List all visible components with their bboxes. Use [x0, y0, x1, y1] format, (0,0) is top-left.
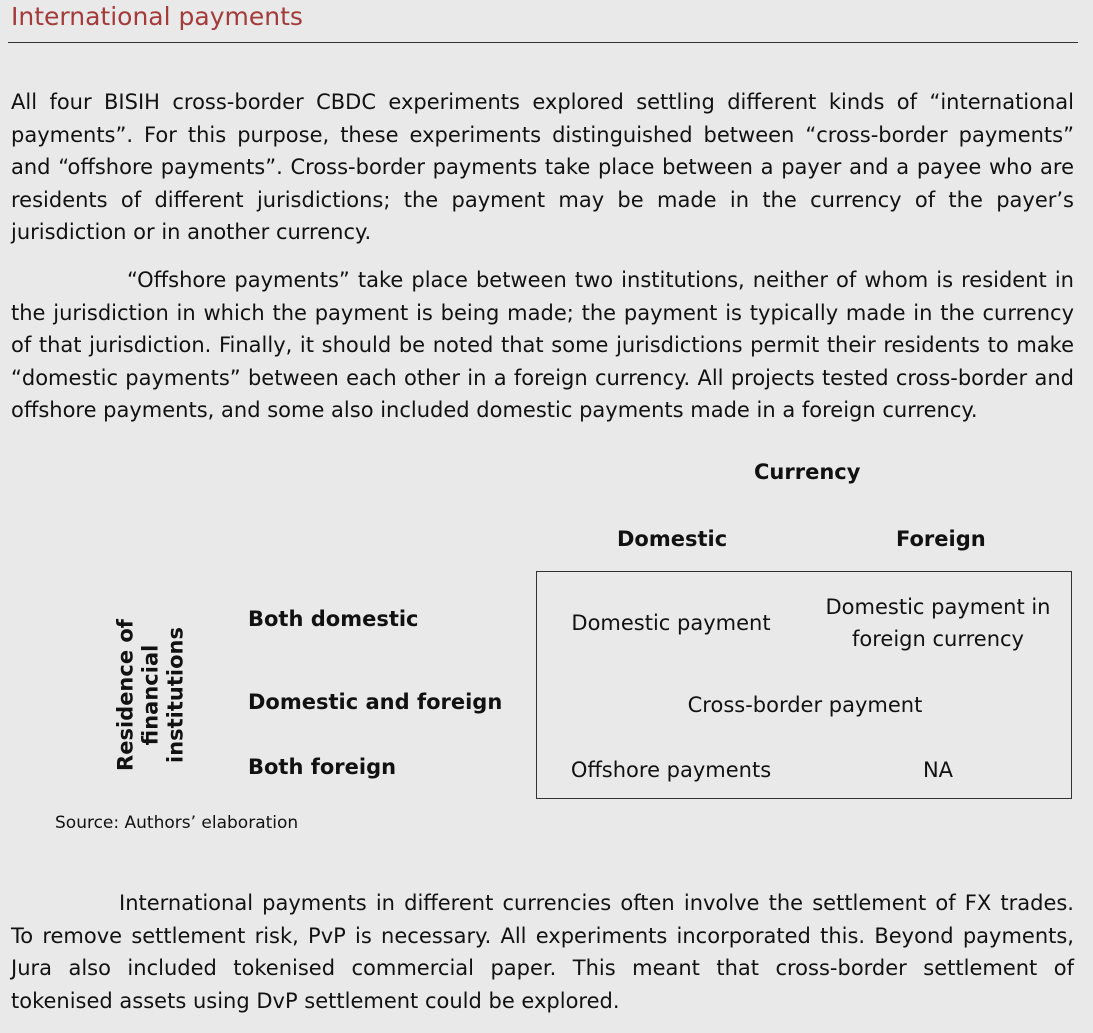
cell-offshore-payments: Offshore payments: [570, 758, 772, 782]
paragraph-intro: All four BISIH cross-border CBDC experiments explored settling different kinds of “international payments”. For this purpose, these experiments distinguished between “cross-border payments” and “offshore payments”. Cross-border payments take place between a payer and a payee who are residents of different jurisdictions; the payment may be made in the currency of the payer’s jurisdiction or in another currency.: [11, 90, 1074, 245]
cell-domestic-payment: Domestic payment: [571, 611, 771, 635]
cell-domestic-payment-foreign-currency: Domestic payment in foreign currency: [825, 595, 1051, 651]
column-header-foreign: Foreign: [896, 527, 986, 551]
residence-axis-label: [114, 619, 189, 771]
residence-label-line: financial: [138, 644, 163, 746]
column-header-domestic: Domestic: [617, 527, 728, 551]
residence-label-line: institutions: [163, 627, 188, 763]
row-label-domestic-and-foreign: Domestic and foreign: [248, 690, 503, 714]
paragraph-offshore: “Offshore payments” take place between two institutions, neither of whom is resident in the jurisdiction in which the payment is being made; the payment is typically made in the currency of that jurisdiction. Finally, it should be noted that some jurisdictions permit their residents to make “domestic payments” between each other in a foreign currency. All projects tested cross-border and offshore payments, and some also included domestic payments made in a foreign currency.: [11, 268, 1074, 423]
section-title: International payments: [11, 2, 303, 31]
cell-cross-border-payment: Cross-border payment: [687, 693, 923, 717]
cell-na: NA: [922, 758, 954, 782]
paragraph-fx-settlement: International payments in different currencies often involve the settlement of FX trades. To remove settlement risk, PvP is necessary. All experiments incorporated this. Beyond payments, Jura also included tokenised commercial paper. This meant that cross-border settlement of tokenised assets using DvP settlement could be explored.: [11, 891, 1074, 1013]
currency-header: Currency: [754, 460, 861, 484]
row-label-both-foreign: Both foreign: [248, 755, 397, 779]
title-rule: [8, 42, 1078, 43]
residence-label-line: Residence of: [113, 619, 138, 771]
source-note: Source: Authors’ elaboration: [55, 813, 299, 833]
row-label-both-domestic: Both domestic: [248, 607, 419, 631]
